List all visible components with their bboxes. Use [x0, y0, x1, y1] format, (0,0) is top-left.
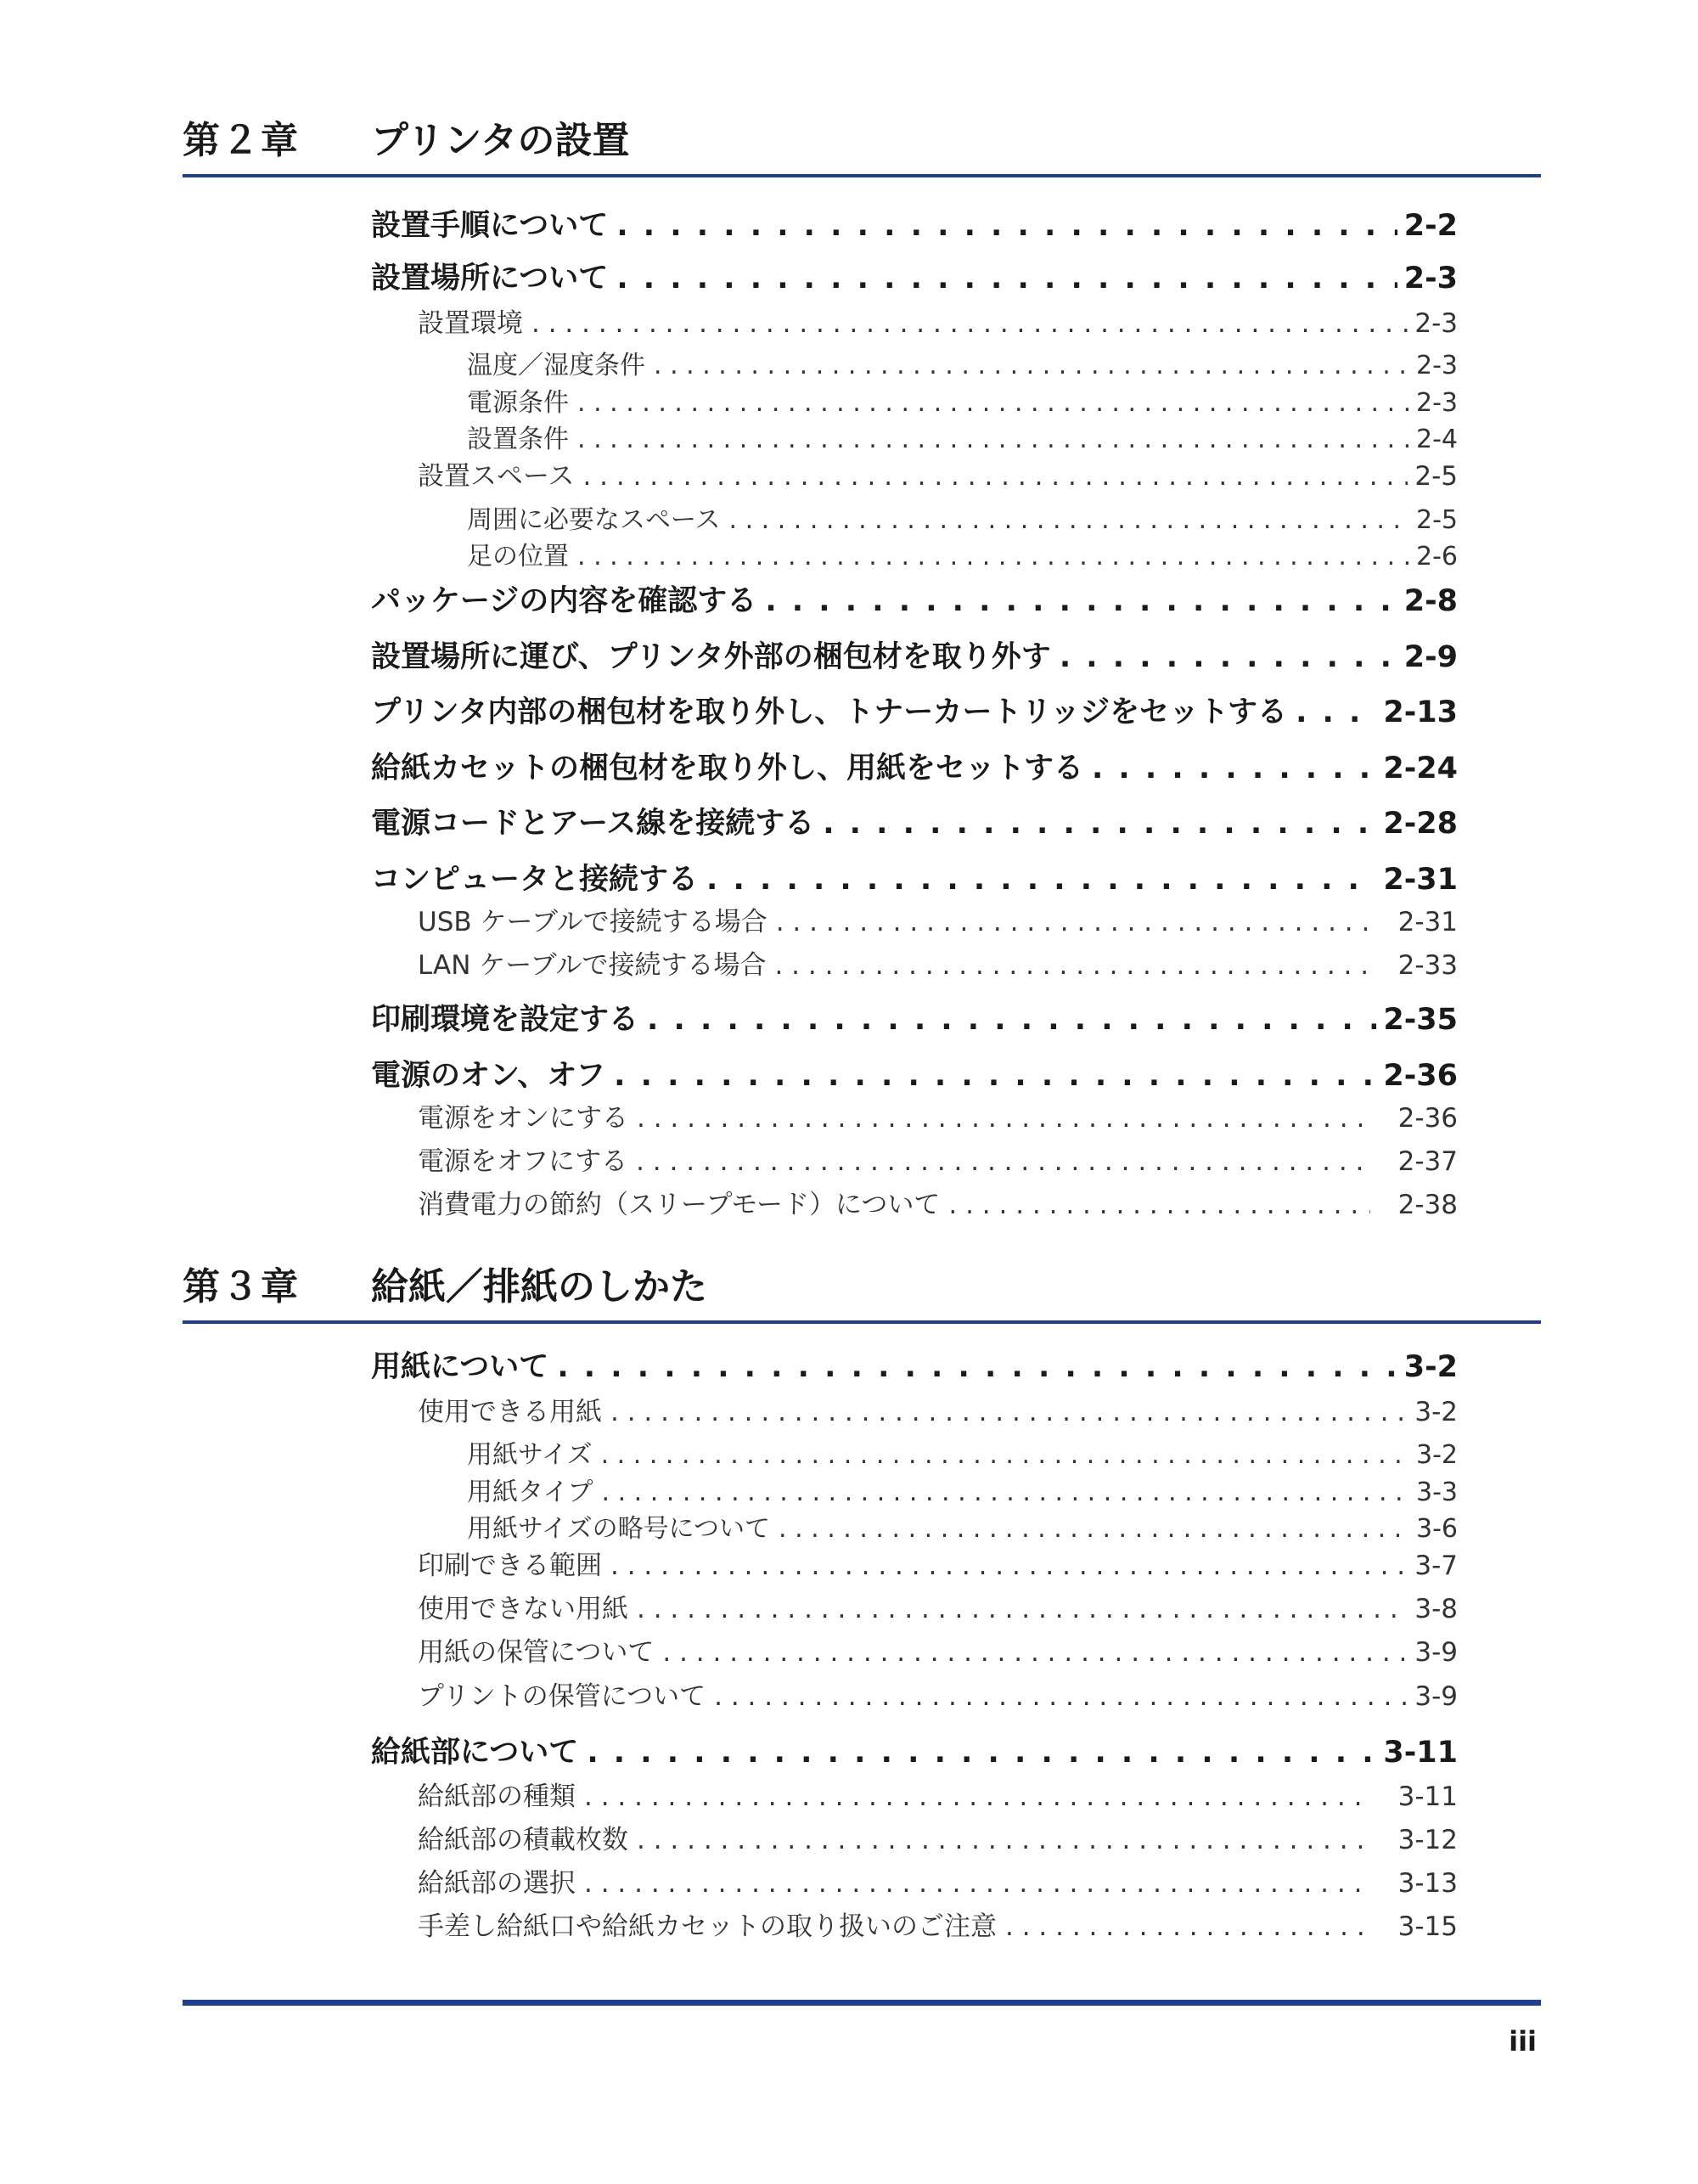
toc-entry-title: コンピュータと接続する — [371, 863, 699, 897]
toc-entry[interactable] — [418, 454, 1458, 493]
toc-leader — [557, 1350, 1397, 1384]
toc-leader — [1005, 1911, 1370, 1942]
toc-leader — [779, 1514, 1409, 1544]
toc-entry[interactable] — [371, 633, 1458, 676]
toc-entry[interactable] — [371, 255, 1458, 297]
toc-leader — [577, 388, 1409, 418]
toc-entry-page: 2-3 — [1403, 262, 1458, 296]
toc-leader — [765, 584, 1397, 618]
toc-leader — [637, 1103, 1370, 1134]
toc-entry-page: 2-37 — [1397, 1146, 1458, 1177]
toc-entry-title: 電源コードとアース線を接続する — [371, 807, 815, 841]
toc-entry[interactable] — [371, 800, 1458, 842]
toc-entry-title: 手差し給紙口や給紙カセットの取り扱いのご注意 — [418, 1911, 997, 1942]
chapter-label: 第３章 — [183, 1265, 300, 1309]
chapter-title: 給紙／排紙のしかた — [371, 1265, 707, 1309]
toc-leader — [577, 542, 1409, 571]
toc-entry-page: 3-12 — [1397, 1825, 1458, 1855]
toc-entry[interactable] — [418, 1390, 1458, 1428]
toc-entry[interactable] — [371, 996, 1458, 1039]
toc-leader — [616, 262, 1397, 296]
toc-leader — [614, 1059, 1376, 1093]
toc-entry-page: 3-7 — [1414, 1551, 1458, 1581]
chapter-2-heading — [183, 106, 1541, 177]
toc-entry[interactable] — [418, 1675, 1458, 1713]
toc-entry-page: 2-5 — [1416, 505, 1458, 535]
toc-entry[interactable] — [371, 577, 1458, 620]
toc-entry[interactable] — [418, 1140, 1458, 1178]
toc-entry[interactable] — [418, 301, 1458, 340]
toc-entry-page: 2-38 — [1397, 1190, 1458, 1220]
toc-entry-page: 2-6 — [1416, 542, 1458, 571]
toc-leader — [636, 1146, 1370, 1177]
toc-entry[interactable] — [418, 1861, 1458, 1900]
toc-leader — [582, 461, 1408, 492]
toc-leader — [654, 351, 1409, 380]
toc-entry-title: パッケージの内容を確認する — [371, 584, 757, 618]
toc-leader — [601, 1440, 1409, 1470]
toc-entry-title: 用紙について — [371, 1350, 549, 1384]
toc-entry-page: 2-33 — [1397, 950, 1458, 981]
toc-leader — [1092, 751, 1376, 785]
toc-entry[interactable] — [418, 1096, 1458, 1134]
toc-entry-title: 用紙の保管について — [418, 1637, 655, 1668]
toc-entry-title: USB ケーブルで接続する場合 — [418, 907, 767, 937]
toc-entry[interactable] — [467, 1471, 1458, 1508]
toc-entry[interactable] — [467, 535, 1458, 572]
toc-entry-title: 電源をオフにする — [418, 1146, 628, 1177]
toc-entry[interactable] — [418, 943, 1458, 982]
toc-leader — [714, 1681, 1408, 1712]
toc-entry[interactable] — [418, 900, 1458, 938]
toc-entry-title: 設置条件 — [467, 425, 569, 454]
toc-entry-page: 3-15 — [1397, 1911, 1458, 1942]
toc-entry-title: 設置スペース — [418, 461, 575, 492]
toc-leader — [584, 1868, 1370, 1899]
toc-entry-page: 2-9 — [1403, 640, 1458, 674]
page-number: iii — [1509, 2025, 1537, 2057]
toc-entry-title: 電源条件 — [467, 388, 569, 418]
toc-entry-page: 2-31 — [1383, 863, 1458, 897]
toc-entry-page: 2-31 — [1397, 907, 1458, 937]
toc-entry-page: 2-3 — [1416, 388, 1458, 418]
toc-entry-title: 給紙部の選択 — [418, 1868, 576, 1899]
toc-leader — [729, 505, 1410, 535]
toc-entry[interactable] — [467, 381, 1458, 419]
toc-entry-title: 給紙部の積載枚数 — [418, 1825, 628, 1855]
toc-entry-title: プリンタ内部の梱包材を取り外し、トナーカートリッジをセットする — [371, 695, 1288, 729]
toc-entry-page: 2-13 — [1383, 695, 1458, 729]
toc-leader — [616, 209, 1397, 243]
toc-entry-page: 3-8 — [1414, 1594, 1458, 1624]
toc-entry-title: プリントの保管について — [418, 1681, 706, 1712]
toc-entry-title: 周囲に必要なスペース — [467, 505, 721, 535]
toc-leader — [584, 1782, 1370, 1812]
toc-entry[interactable] — [467, 498, 1458, 536]
toc-entry[interactable] — [418, 1818, 1458, 1856]
toc-entry-page: 3-6 — [1416, 1514, 1458, 1544]
toc-entry-title: 温度／湿度条件 — [467, 351, 645, 380]
toc-entry-page: 2-3 — [1414, 308, 1458, 339]
toc-entry-title: 給紙部の種類 — [418, 1782, 576, 1812]
toc-entry-page: 3-11 — [1397, 1782, 1458, 1812]
footer-rule — [183, 2000, 1541, 2006]
toc-entry-title: 印刷できる範囲 — [418, 1551, 602, 1581]
toc-leader — [706, 863, 1376, 897]
chapter-title: プリンタの設置 — [371, 119, 630, 162]
chapter-3-heading — [183, 1252, 1541, 1324]
toc-entry[interactable] — [371, 745, 1458, 787]
toc-entry-title: 設置場所について — [371, 262, 609, 296]
toc-entry-title: 給紙部について — [371, 1736, 579, 1770]
toc-entry-title: 設置環境 — [418, 308, 523, 339]
toc-leader — [610, 1551, 1408, 1581]
toc-leader — [948, 1190, 1370, 1220]
toc-leader — [1060, 640, 1397, 674]
toc-entry[interactable] — [371, 1729, 1458, 1771]
toc-leader — [637, 1594, 1408, 1624]
toc-entry[interactable] — [418, 1587, 1458, 1625]
toc-entry-page: 3-2 — [1403, 1350, 1458, 1384]
toc-entry[interactable] — [467, 418, 1458, 455]
toc-entry[interactable] — [371, 1052, 1458, 1095]
toc-entry[interactable] — [371, 689, 1458, 731]
toc-leader — [577, 425, 1409, 454]
toc-leader — [610, 1397, 1408, 1427]
toc-entry[interactable] — [467, 1507, 1458, 1545]
toc-leader — [774, 950, 1370, 981]
toc-leader — [823, 807, 1376, 841]
toc-leader — [647, 1003, 1376, 1037]
toc-entry-page: 3-9 — [1414, 1637, 1458, 1668]
toc-entry-title: 電源をオンにする — [418, 1103, 628, 1134]
toc-entry-page: 2-8 — [1403, 584, 1458, 618]
toc-entry-page: 2-36 — [1397, 1103, 1458, 1134]
toc-entry[interactable] — [467, 344, 1458, 381]
toc-entry[interactable] — [418, 1183, 1458, 1221]
toc-entry-page: 2-3 — [1416, 351, 1458, 380]
toc-leader — [637, 1825, 1370, 1855]
toc-entry[interactable] — [371, 1343, 1458, 1386]
toc-entry-page: 3-3 — [1416, 1478, 1458, 1507]
toc-entry-page: 2-24 — [1383, 751, 1458, 785]
toc-entry-page: 2-5 — [1414, 461, 1458, 492]
toc-entry-page: 2-36 — [1383, 1059, 1458, 1093]
toc-entry-title: 設置場所に運び、プリンタ外部の梱包材を取り外す — [371, 640, 1051, 674]
toc-entry-page: 3-13 — [1397, 1868, 1458, 1899]
toc-leader — [662, 1637, 1408, 1668]
toc-entry[interactable] — [467, 1433, 1458, 1471]
toc-entry[interactable] — [418, 1775, 1458, 1813]
toc-entry-page: 2-2 — [1403, 209, 1458, 243]
toc-entry-title: 給紙カセットの梱包材を取り外し、用紙をセットする — [371, 751, 1083, 785]
toc-entry-page: 3-11 — [1383, 1736, 1458, 1770]
toc-entry-title: 消費電力の節約（スリープモード）について — [418, 1190, 941, 1220]
toc-entry-page: 2-4 — [1416, 425, 1458, 454]
toc-entry-title: 使用できない用紙 — [418, 1594, 628, 1624]
toc-entry-title: 用紙サイズ — [467, 1440, 593, 1470]
toc-entry-title: 印刷環境を設定する — [371, 1003, 639, 1037]
toc-entry-page: 3-9 — [1414, 1681, 1458, 1712]
toc-entry-title: 足の位置 — [467, 542, 569, 571]
toc-entry-title: LAN ケーブルで接続する場合 — [418, 950, 767, 981]
toc-entry-title: 用紙サイズの略号について — [467, 1514, 770, 1544]
toc-entry-page: 2-35 — [1383, 1003, 1458, 1037]
toc-entry-title: 設置手順について — [371, 209, 609, 243]
toc-entry-title: 使用できる用紙 — [418, 1397, 602, 1427]
toc-leader — [776, 907, 1370, 937]
toc-leader — [1296, 695, 1376, 729]
toc-entry[interactable] — [371, 202, 1458, 245]
toc-entry-title: 用紙タイプ — [467, 1478, 593, 1507]
toc-entry-title: 電源のオン、オフ — [371, 1059, 606, 1093]
toc-entry[interactable] — [418, 1544, 1458, 1582]
toc-entry-page: 3-2 — [1416, 1440, 1458, 1470]
toc-entry[interactable] — [418, 1630, 1458, 1669]
toc-entry[interactable] — [418, 1905, 1458, 1943]
toc-leader — [587, 1736, 1376, 1770]
toc-leader — [602, 1478, 1410, 1507]
toc-entry-page: 2-28 — [1383, 807, 1458, 841]
chapter-label: 第２章 — [183, 119, 300, 162]
toc-leader — [531, 308, 1408, 339]
toc-entry-page: 3-2 — [1414, 1397, 1458, 1427]
toc-entry[interactable] — [371, 856, 1458, 898]
